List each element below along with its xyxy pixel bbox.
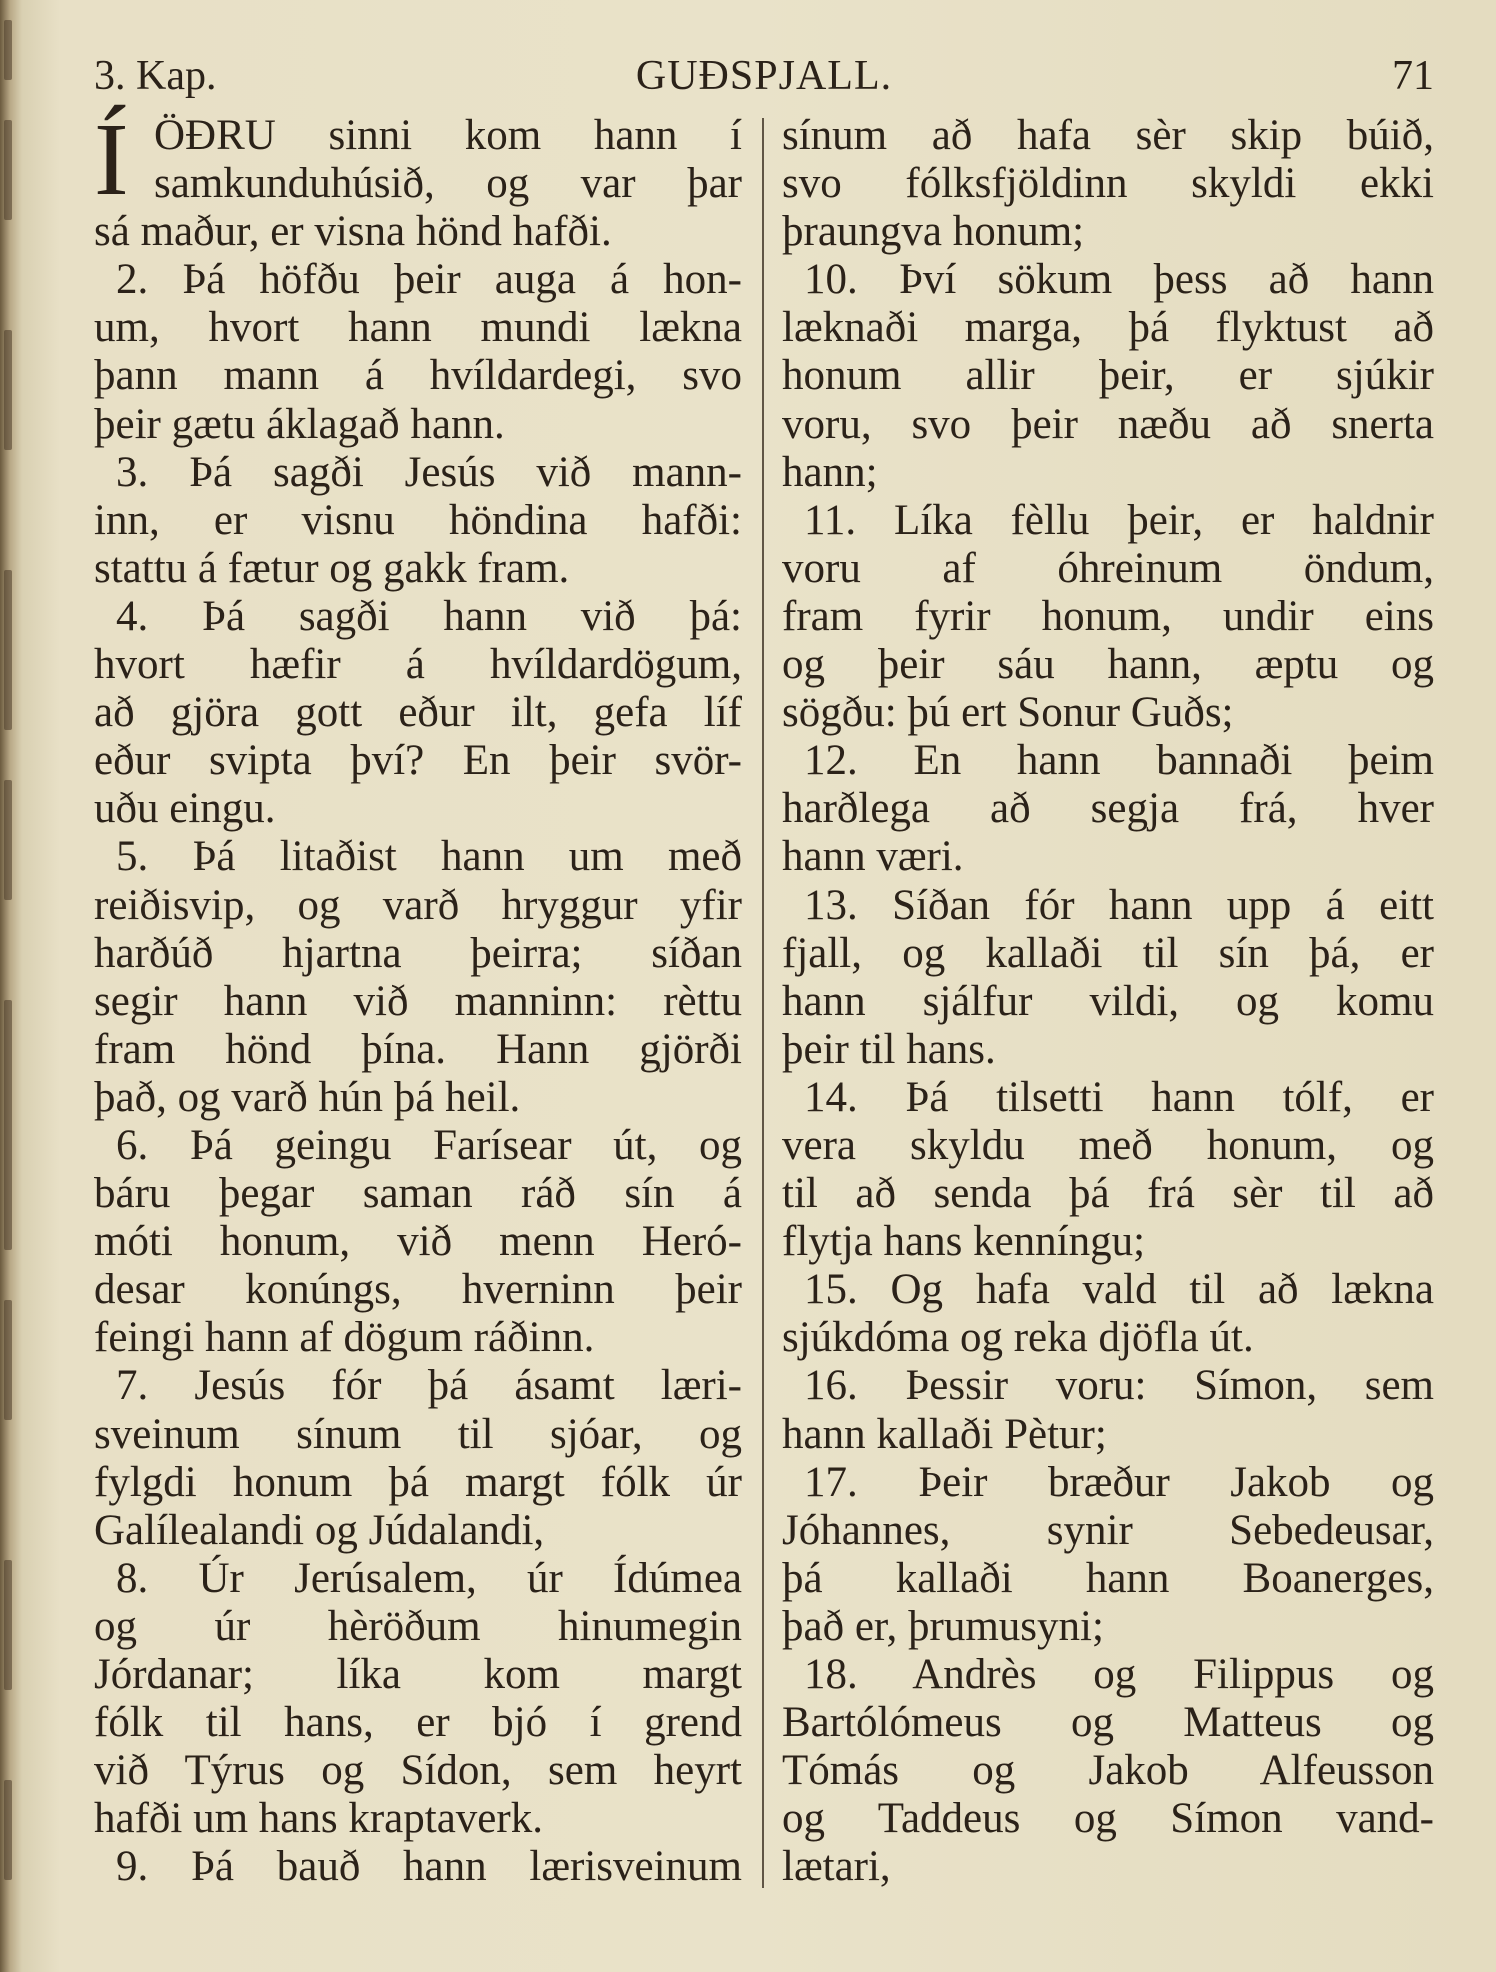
text-line: það er, þrumusyni; (782, 1602, 1104, 1650)
verse-paragraph (782, 1459, 1434, 1651)
text-line: það, og varð hún þá heil. (94, 1073, 521, 1121)
verse-paragraph (782, 1074, 1434, 1266)
text-line: sögðu: þú ert Sonur Guðs; (782, 689, 1234, 737)
text-line: 8. Úr Jerúsalem, úr Ídúmea (116, 1554, 742, 1602)
chapter-label: 3. Kap. (94, 53, 217, 99)
text-line: hafði um hans kraptaverk. (94, 1795, 543, 1843)
text-line: sjúkdóma og reka djöfla út. (782, 1314, 1254, 1362)
text-line: til að senda þá frá sèr til að (782, 1170, 1434, 1218)
verse-paragraph (782, 497, 1434, 737)
text-line: hann; (782, 448, 878, 496)
text-line: 15. Og hafa vald til að lækna (804, 1266, 1434, 1314)
column-divider (762, 118, 764, 1888)
text-line: Galílealandi og Júdalandi, (94, 1506, 545, 1554)
verse-paragraph (94, 1843, 742, 1891)
text-line: og úr hèröðum hinumegin (94, 1602, 742, 1650)
text-line: 2. Þá höfðu þeir auga á hon- (116, 256, 742, 304)
text-line: vera skyldu með honum, og (782, 1121, 1434, 1169)
verse-paragraph (94, 833, 742, 1122)
text-line: hann kallaði Pètur; (782, 1410, 1107, 1458)
text-line: báru þegar saman ráð sín á (94, 1170, 742, 1218)
text-line: við Týrus og Sídon, sem heyrt (94, 1747, 742, 1795)
text-line: fjall, og kallaði til sín þá, er (782, 929, 1434, 977)
text-line: harðúð hjartna þeirra; síðan (94, 929, 742, 977)
text-line: 18. Andrès og Filippus og (804, 1651, 1434, 1698)
text-line: sínum að hafa sèr skip búið, (782, 112, 1434, 159)
text-line: fólk til hans, er bjó í grend (94, 1699, 742, 1747)
text-line: sveinum sínum til sjóar, og (94, 1410, 742, 1458)
text-line: fylgdi honum þá margt fólk úr (94, 1458, 742, 1506)
text-line: svo fólksfjöldinn skyldi ekki (782, 160, 1434, 208)
verse-paragraph (94, 1122, 742, 1362)
text-line: 14. Þá tilsetti hann tólf, er (804, 1073, 1434, 1121)
text-line: 6. Þá geingu Farísear út, og (116, 1121, 742, 1169)
text-line: inn, er visnu höndina hafði: (94, 496, 742, 544)
text-line: harðlega að segja frá, hver (782, 785, 1434, 833)
text-line: stattu á fætur og gakk fram. (94, 544, 570, 592)
left-text-column (94, 102, 742, 1891)
continued-paragraph (782, 112, 1434, 256)
text-line: feingi hann af dögum ráðinn. (94, 1314, 595, 1362)
verse-paragraph (782, 737, 1434, 881)
text-line: eður svipta því? En þeir svör- (94, 737, 742, 785)
text-line: segir hann við manninn: rèttu (94, 977, 742, 1025)
verse-paragraph (94, 256, 742, 448)
text-line: samkunduhúsið, og var þar (154, 160, 742, 208)
verse-paragraph (94, 1555, 742, 1844)
facing-page-edge (0, 0, 18, 1972)
verse-paragraph (94, 449, 742, 593)
verse-paragraph (782, 1362, 1434, 1458)
text-line: voru af óhreinum öndum, (782, 544, 1434, 592)
text-line: þeir gætu áklagað hann. (94, 400, 505, 448)
text-line: honum allir þeir, er sjúkir (782, 352, 1434, 400)
verse-paragraph (94, 593, 742, 833)
text-line: Jórdanar; líka kom margt (94, 1651, 742, 1698)
text-line: Bartólómeus og Matteus og (782, 1699, 1434, 1747)
text-line: um, hvort hann mundi lækna (94, 304, 742, 352)
text-line: 9. Þá bauð hann lærisveinum (116, 1843, 742, 1891)
text-line: og Taddeus og Símon vand- (782, 1795, 1434, 1843)
text-line: 11. Líka fèllu þeir, er haldnir (804, 496, 1434, 544)
text-line: þann mann á hvíldardegi, svo (94, 352, 742, 400)
text-line: læknaði marga, þá flyktust að (782, 304, 1434, 352)
text-line: uðu eingu. (94, 785, 276, 833)
text-line: þraungva honum; (782, 208, 1085, 256)
text-line: þeir til hans. (782, 1025, 996, 1073)
text-line: og þeir sáu hann, æptu og (782, 641, 1434, 689)
text-line: 12. En hann bannaði þeim (804, 737, 1434, 785)
verse-paragraph (782, 1651, 1434, 1891)
text-line: sá maður, er visna hönd hafði. (94, 208, 612, 256)
text-line: 13. Síðan fór hann upp á eitt (804, 881, 1434, 929)
text-line: hann væri. (782, 833, 964, 881)
text-line: Jóhannes, synir Sebedeusar, (782, 1506, 1434, 1554)
page-number: 71 (1392, 53, 1434, 99)
verse-paragraph (94, 1362, 742, 1554)
verse-paragraph (782, 1266, 1434, 1362)
opening-paragraph (94, 102, 742, 256)
text-line: flytja hans kenníngu; (782, 1218, 1146, 1266)
text-line: 17. Þeir bræður Jakob og (804, 1458, 1434, 1506)
verse-paragraph (782, 882, 1434, 1074)
text-line: hvort hæfir á hvíldardögum, (94, 641, 742, 689)
text-line: móti honum, við menn Heró- (94, 1218, 742, 1266)
text-line: fram fyrir honum, undir eins (782, 592, 1434, 640)
text-line: reiðisvip, og varð hryggur yfir (94, 881, 742, 929)
book-title: GUÐSPJALL. (635, 53, 893, 99)
drop-cap-initial: Í (94, 102, 129, 217)
text-line: 3. Þá sagði Jesús við mann- (116, 448, 742, 496)
right-text-column (782, 112, 1434, 1891)
text-line: hann sjálfur vildi, og komu (782, 977, 1434, 1025)
verse-paragraph (782, 256, 1434, 496)
text-line: 4. Þá sagði hann við þá: (116, 592, 742, 640)
text-line: 5. Þá litaðist hann um með (116, 833, 742, 881)
text-line: 10. Því sökum þess að hann (804, 256, 1434, 304)
text-line: Tómás og Jakob Alfeusson (782, 1747, 1434, 1795)
running-header (94, 52, 1434, 102)
text-line: ÖÐRU sinni kom hann í (154, 112, 742, 159)
text-line: 16. Þessir voru: Símon, sem (804, 1362, 1434, 1410)
text-line: fram hönd þína. Hann gjörði (94, 1025, 742, 1073)
text-line: 7. Jesús fór þá ásamt læri- (116, 1362, 742, 1410)
text-line: lætari, (782, 1843, 891, 1891)
text-line: að gjöra gott eður ilt, gefa líf (94, 689, 742, 737)
text-line: voru, svo þeir næðu að snerta (782, 400, 1434, 448)
text-line: desar konúngs, hverninn þeir (94, 1266, 742, 1314)
text-line: þá kallaði hann Boanerges, (782, 1554, 1434, 1602)
